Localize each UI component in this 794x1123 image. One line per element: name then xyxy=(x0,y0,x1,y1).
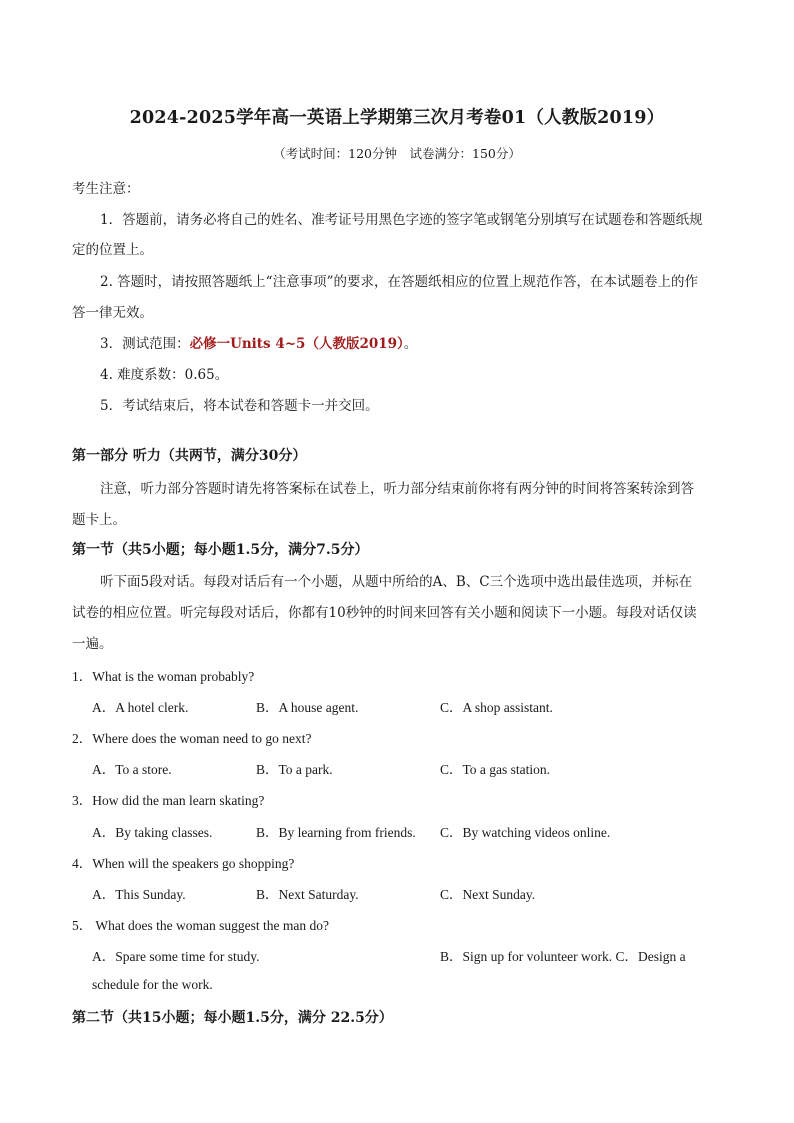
question-4-option-b: B．Next Saturday. xyxy=(256,887,359,902)
question-1-option-a: A．A hotel clerk. xyxy=(92,700,189,715)
page-title: 2024-2025学年高一英语上学期第三次月考卷01（人教版2019） xyxy=(129,108,665,128)
question-3-option-c: C．By watching videos online. xyxy=(440,825,611,840)
question-3-stem: 3．How did the man learn skating? xyxy=(72,793,265,808)
notice-item-3-prefix: 3．测试范围： xyxy=(100,336,190,352)
question-4-option-a: A．This Sunday. xyxy=(92,887,186,902)
question-3-option-a: A．By taking classes. xyxy=(92,825,213,840)
notice-item-3-suffix: 。 xyxy=(403,336,418,352)
question-2-option-b: B．To a park. xyxy=(256,762,333,777)
notice-item-3 xyxy=(100,332,417,352)
page-subtitle: （考试时间：120分钟 试卷满分：150分） xyxy=(273,146,521,161)
question-2-option-c: C．To a gas station. xyxy=(440,762,551,777)
question-5-option-b-c: B．Sign up for volunteer work. C．Design a xyxy=(440,949,686,964)
notice-item-4: 4. 难度系数：0.65。 xyxy=(100,367,229,383)
question-3-option-b: B．By learning from friends. xyxy=(256,825,416,840)
part-1-note-line-1: 注意，听力部分答题时请先将答案标在试卷上，听力部分结束前你将有两分钟的时间将答案转涂到答 xyxy=(100,481,694,497)
question-2-option-a: A．To a store. xyxy=(92,762,172,777)
section-2-heading: 第二节（共15小题；每小题1.5分，满分 22.5分） xyxy=(72,1010,393,1026)
section-1-heading: 第一节（共5小题；每小题1.5分，满分7.5分） xyxy=(72,542,369,558)
notice-item-2-line-2: 答一律无效。 xyxy=(72,305,153,321)
question-4-stem: 4．When will the speakers go shopping? xyxy=(72,856,295,871)
part-1-heading: 第一部分 听力（共两节，满分30分） xyxy=(72,448,307,464)
question-1-option-c: C．A shop assistant. xyxy=(440,700,553,715)
test-scope-highlight: 必修一Units 4~5（人教版2019） xyxy=(189,336,404,352)
notice-heading: 考生注意： xyxy=(72,181,140,197)
section-1-instruction-line-2: 试卷的相应位置。听完每段对话后，你都有10秒钟的时间来回答有关小题和阅读下一小题。每段对话仅读 xyxy=(72,605,697,621)
question-1-option-b: B．A house agent. xyxy=(256,700,359,715)
question-5-option-c-wrap: schedule for the work. xyxy=(92,977,213,992)
section-1-instruction-line-1: 听下面5段对话。每段对话后有一个小题，从题中所给的A、B、C三个选项中选出最佳选项，并标在 xyxy=(100,574,693,590)
notice-item-1-line-2: 定的位置上。 xyxy=(72,242,153,258)
question-4-option-c: C．Next Sunday. xyxy=(440,887,536,902)
question-1-stem: 1．What is the woman probably? xyxy=(72,669,255,684)
notice-item-2-line-1: 2. 答题时，请按照答题纸上“注意事项”的要求，在答题纸相应的位置上规范作答，在本试题卷上的作 xyxy=(100,274,698,290)
notice-item-1-line-1: 1．答题前，请务必将自己的姓名、准考证号用黑色字迹的签字笔或钢笔分别填写在试题卷和答题纸规 xyxy=(100,212,703,228)
part-1-note-line-2: 题卡上。 xyxy=(72,512,126,528)
question-5-stem: 5． What does the woman suggest the man do? xyxy=(72,918,329,933)
section-1-instruction-line-3: 一遍。 xyxy=(72,636,113,652)
notice-item-5: 5．考试结束后，将本试卷和答题卡一并交回。 xyxy=(100,398,379,414)
question-2-stem: 2．Where does the woman need to go next? xyxy=(72,731,312,746)
question-5-option-a: A．Spare some time for study. xyxy=(92,949,260,964)
